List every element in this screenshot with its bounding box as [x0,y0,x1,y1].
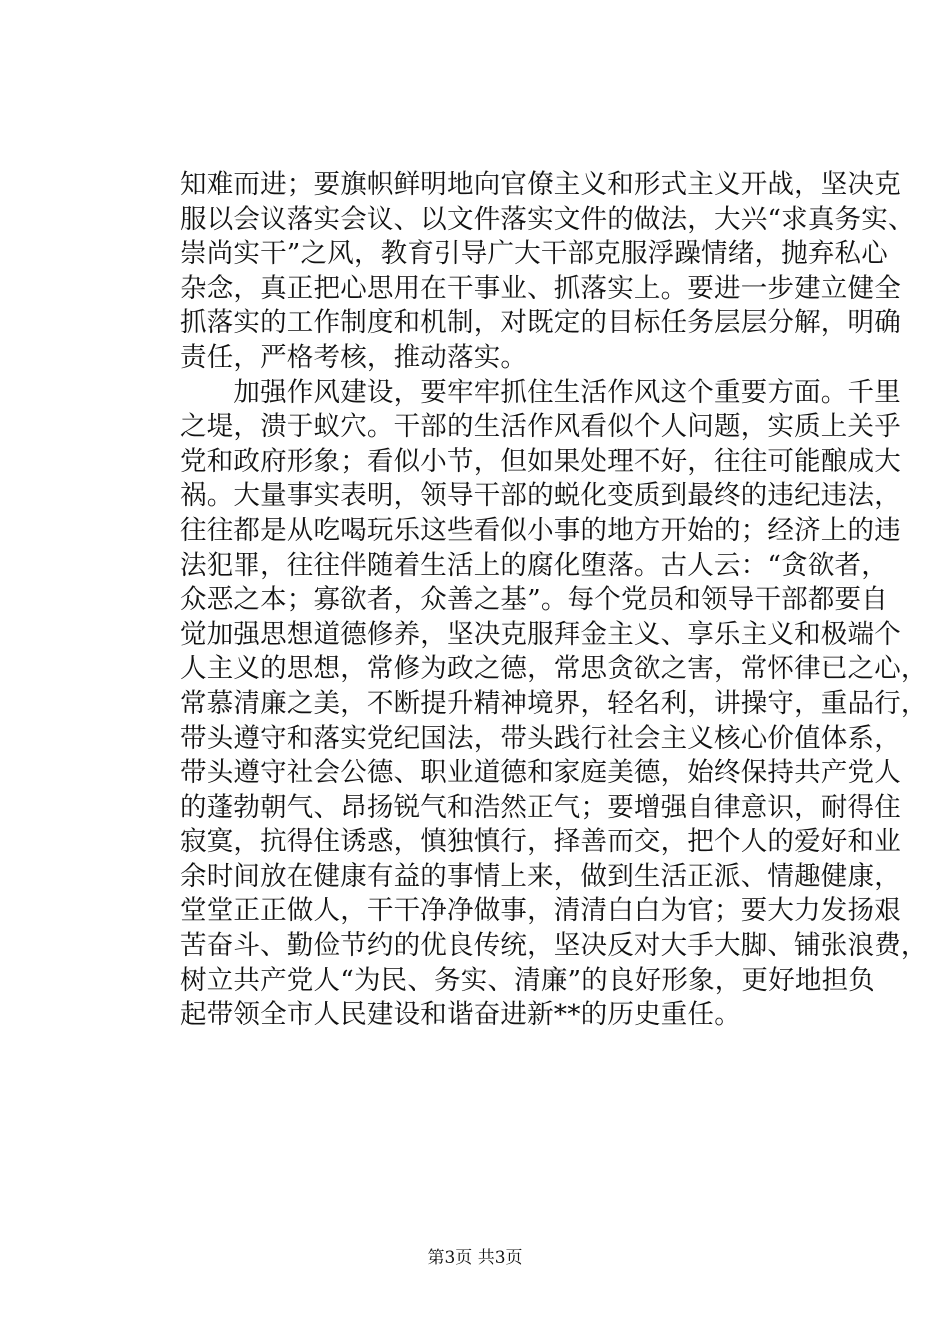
text-line: 起带领全市人民建设和谐奋进新**的历史重任。 [180,999,741,1031]
text-line: 服以会议落实会议、以文件落实文件的做法，大兴“求真务实、 [180,203,915,235]
text-line: 崇尚实干”之风，教育引导广大干部克服浮躁情绪，抛弃私心 [180,238,888,270]
text-line: 法犯罪，往往伴随着生活上的腐化堕落。古人云：“贪欲者， [180,549,888,581]
text-line: 苦奋斗、勤俭节约的优良传统，坚决反对大手大脚、铺张浪费， [180,930,928,962]
text-line: 众恶之本；寡欲者，众善之基”。每个党员和领导干部都要自 [180,584,888,616]
document-body [180,168,928,1033]
text-line: 带头遵守和落实党纪国法，带头践行社会主义核心价值体系， [180,722,901,754]
text-line: 寂寞，抗得住诱惑，慎独慎行，择善而交，把个人的爱好和业 [180,826,901,858]
text-line: 祸。大量事实表明，领导干部的蜕化变质到最终的违纪违法， [180,480,901,512]
text-line: 之堤，溃于蚁穴。干部的生活作风看似个人问题，实质上关乎 [180,411,901,443]
text-line: 责任，严格考核，推动落实。 [180,341,528,373]
text-line: 知难而进；要旗帜鲜明地向官僚主义和形式主义开战，坚决克 [180,169,901,200]
text-line: 觉加强思想道德修养，坚决克服拜金主义、享乐主义和极端个 [180,618,901,650]
text-line: 抓落实的工作制度和机制，对既定的目标任务层层分解，明确 [180,307,901,339]
text-line: 堂堂正正做人，干干净净做事，清清白白为官；要大力发扬艰 [180,895,901,927]
text-line: 常慕清廉之美，不断提升精神境界，轻名利，讲操守，重品行， [180,687,928,719]
text-line: 树立共产党人“为民、务实、清廉”的良好形象，更好地担负 [180,964,875,996]
text-line: 余时间放在健康有益的事情上来，做到生活正派、情趣健康， [180,860,901,892]
text-line: 往往都是从吃喝玩乐这些看似小事的地方开始的；经济上的违 [180,514,901,546]
page-number-footer: 第3页 共3页 [427,1248,523,1268]
text-line: 党和政府形象；看似小节，但如果处理不好，往往可能酿成大 [180,445,901,477]
text-line: 加强作风建设，要牢牢抓住生活作风这个重要方面。千里 [180,376,901,408]
text-line: 的蓬勃朝气、昂扬锐气和浩然正气；要增强自律意识，耐得住 [180,791,901,823]
text-line: 人主义的思想，常修为政之德，常思贪欲之害，常怀律已之心， [180,653,928,685]
text-line: 带头遵守社会公德、职业道德和家庭美德，始终保持共产党人 [180,757,901,789]
text-line: 杂念，真正把心思用在干事业、抓落实上。要进一步建立健全 [180,272,901,304]
